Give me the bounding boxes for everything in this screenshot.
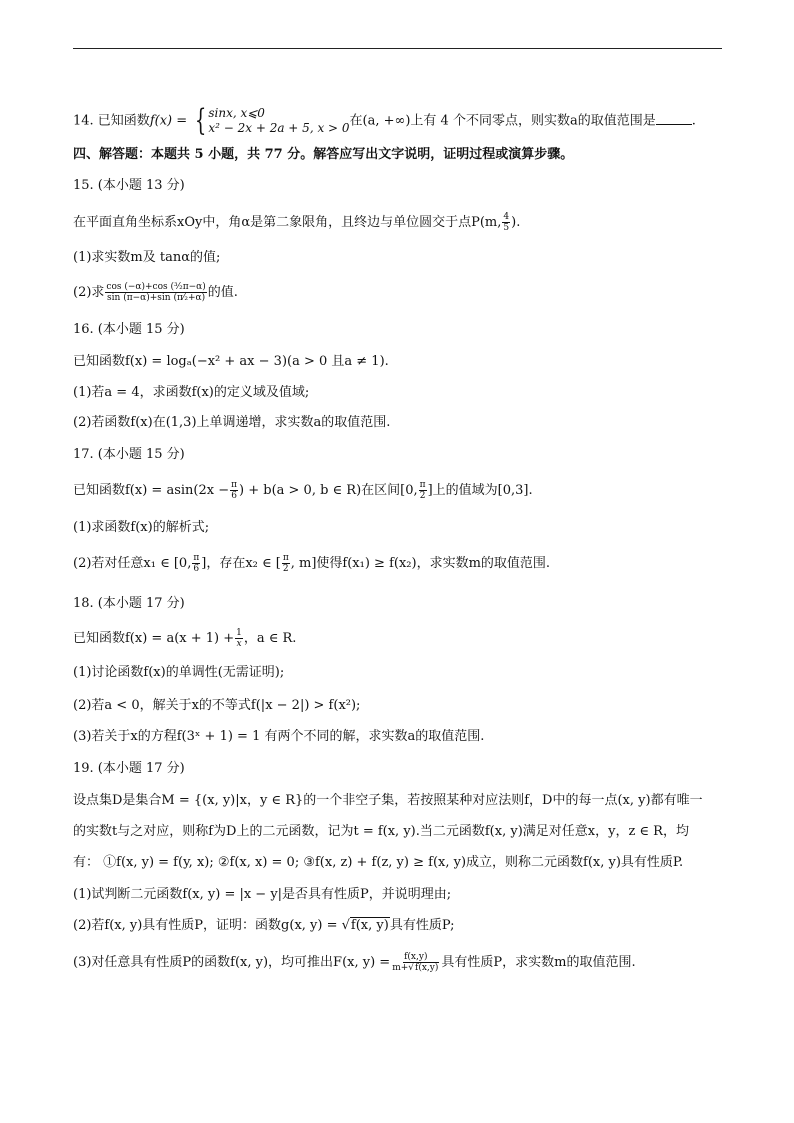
q19-p3-frac bbox=[391, 952, 440, 973]
q14-case2: x² − 2x + 2a + 5, x > 0 bbox=[208, 121, 350, 135]
q14-case1: sinx, x⩽0 bbox=[208, 106, 265, 120]
q18-frac bbox=[235, 628, 243, 649]
q14-brace: { bbox=[195, 103, 207, 138]
q17-p2-frac2-den: 2 bbox=[282, 564, 289, 574]
q18-frac-den: x bbox=[236, 639, 242, 649]
q17-stem-a: 已知函数f(x) = asin(2x − bbox=[73, 483, 230, 498]
header-rule bbox=[73, 48, 722, 49]
q15-stem-b: ). bbox=[511, 215, 521, 230]
q18-stem bbox=[73, 628, 296, 649]
q19-p3-den-sqrt: f(x,y) bbox=[415, 963, 439, 973]
q18-part3: (3)若关于x的方程f(3ˣ + 1) = 1 有两个不同的解，求实数a的取值范围. bbox=[73, 729, 485, 744]
q18-part2: (2)若a < 0，解关于x的不等式f(|x − 2|) > f(x²); bbox=[73, 698, 361, 713]
q17-p2-a: (2)若对任意x₁ ∈ [0, bbox=[73, 556, 192, 571]
q14-answer-blank[interactable] bbox=[656, 124, 692, 125]
q14-end: . bbox=[691, 113, 696, 129]
q19-p2-a: (2)若f(x, y)具有性质P，证明：函数g(x, y) = bbox=[73, 918, 342, 933]
q17-part1: (1)求函数f(x)的解析式; bbox=[73, 520, 210, 535]
q16-header: 16. (本小题 15 分) bbox=[73, 322, 185, 337]
q19-p3-num: f(x,y) bbox=[404, 952, 428, 962]
q15-frac-num: 4 bbox=[503, 212, 510, 222]
q14-prefix: 14. 已知函数 bbox=[73, 113, 150, 129]
q15-p2-post: 的值. bbox=[207, 285, 238, 300]
q17-p2-frac2 bbox=[282, 553, 290, 574]
q19-line2: 的实数t与之对应，则称f为D上的二元函数，记为t = f(x, y).当二元函数f(x, y)满足对任意x，y，z ∈ R，均 bbox=[73, 824, 689, 839]
q15-frac bbox=[502, 212, 510, 233]
q19-header: 19. (本小题 17 分) bbox=[73, 761, 185, 776]
q15-part2 bbox=[73, 282, 238, 303]
q17-frac1 bbox=[230, 480, 238, 501]
q19-part3 bbox=[73, 952, 636, 973]
q15-p2-frac bbox=[105, 282, 206, 303]
q17-part2 bbox=[73, 553, 550, 574]
q18-frac-num: 1 bbox=[236, 628, 242, 638]
q17-frac2-num: π bbox=[419, 480, 426, 490]
q14-piecewise bbox=[191, 103, 350, 138]
q19-p2-b: 具有性质P; bbox=[389, 918, 455, 933]
q17-p2-frac1-num: π bbox=[193, 553, 200, 563]
q14-suffix: 在(a, +∞)上有 4 个不同零点，则实数a的取值范围是 bbox=[349, 113, 656, 129]
q19-part2: (2)若f(x, y)具有性质P，证明：函数g(x, y) = √f(x, y)具有性质P; bbox=[73, 918, 455, 933]
q19-line1: 设点集D是集合M = {(x, y)|x，y ∈ R}的一个非空子集，若按照某种对应法则f，D中的每一点(x, y)都有唯一 bbox=[73, 793, 703, 808]
q19-part1: (1)试判断二元函数f(x, y) = |x − y|是否具有性质P，并说明理由; bbox=[73, 887, 452, 902]
q17-p2-b: ]，存在x₂ ∈ [ bbox=[201, 556, 281, 571]
q15-frac-den: 5 bbox=[503, 223, 510, 233]
q18-header: 18. (本小题 17 分) bbox=[73, 596, 185, 611]
q17-header: 17. (本小题 15 分) bbox=[73, 447, 185, 462]
q16-part2: (2)若函数f(x)在(1,3)上单调递增，求实数a的取值范围. bbox=[73, 415, 391, 430]
q19-p3-den: m+√f(x,y) bbox=[392, 963, 439, 973]
q17-frac1-num: π bbox=[231, 480, 238, 490]
q15-p2-num: cos (−α)+cos (³⁄₂π−α) bbox=[106, 282, 206, 292]
q15-header: 15. (本小题 13 分) bbox=[73, 178, 185, 193]
q17-p2-frac2-num: π bbox=[282, 553, 289, 563]
q17-stem-c: ]上的值域为[0,3]. bbox=[427, 483, 533, 498]
q16-stem: 已知函数f(x) = logₐ(−x² + ax − 3)(a > 0 且a ≠ 1). bbox=[73, 354, 389, 369]
q19-p3-a: (3)对任意具有性质P的函数f(x, y)，均可推出F(x, y) = bbox=[73, 955, 391, 970]
q17-p2-c: , m]使得f(x₁) ≥ f(x₂)，求实数m的取值范围. bbox=[290, 556, 551, 571]
q17-p2-frac1 bbox=[192, 553, 200, 574]
q17-stem-b: ) + b(a > 0, b ∈ R)在区间[0, bbox=[239, 483, 418, 498]
q17-frac2-den: 2 bbox=[419, 491, 426, 501]
q18-stem-a: 已知函数f(x) = a(x + 1) + bbox=[73, 631, 235, 646]
q15-stem bbox=[73, 212, 520, 233]
q17-stem bbox=[73, 480, 533, 501]
q19-line3: 有： ①f(x, y) = f(y, x); ②f(x, x) = 0; ③f(x, z) + f(z, y) ≥ f(x, y)成立，则称二元函数f(x, y)具有性质P. bbox=[73, 855, 684, 870]
q19-p3-den-a: m+ bbox=[392, 963, 409, 973]
q16-part1: (1)若a = 4，求函数f(x)的定义域及值域; bbox=[73, 385, 310, 400]
q17-frac1-den: 6 bbox=[231, 491, 237, 501]
q18-stem-b: ，a ∈ R. bbox=[243, 631, 297, 646]
q19-p2-sqrt: f(x, y) bbox=[350, 918, 389, 933]
q14-func: f(x) = bbox=[149, 113, 188, 129]
q17-frac2 bbox=[419, 480, 427, 501]
q15-p2-den: sin (π−α)+sin (π⁄₂+α) bbox=[107, 293, 206, 303]
q17-p2-frac1-den: 6 bbox=[193, 564, 200, 574]
q14-line bbox=[73, 103, 696, 138]
q15-part1: (1)求实数m及 tanα的值; bbox=[73, 250, 221, 265]
q18-part1: (1)讨论函数f(x)的单调性(无需证明); bbox=[73, 665, 285, 680]
q19-p3-b: 具有性质P，求实数m的取值范围. bbox=[441, 955, 636, 970]
q15-p2-pre: (2)求 bbox=[73, 285, 105, 300]
section-4-heading: 四、解答题：本题共 5 小题，共 77 分。解答应写出文字说明，证明过程或演算步骤。 bbox=[73, 147, 574, 162]
q15-stem-a: 在平面直角坐标系xOy中，角α是第二象限角，且终边与单位圆交于点P(m, bbox=[73, 215, 502, 230]
